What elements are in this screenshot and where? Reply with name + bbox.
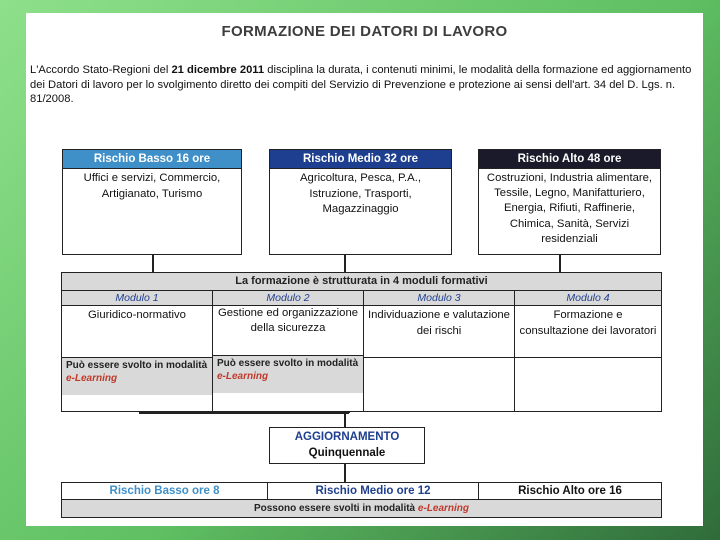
module-1 — [62, 291, 213, 411]
module-label: Modulo 3 — [364, 291, 514, 306]
risk-header: Rischio Alto 48 ore — [479, 150, 660, 169]
intro-paragraph — [30, 63, 698, 107]
module-label: Modulo 4 — [515, 291, 661, 306]
aggiornamento-box — [269, 427, 425, 464]
connector-line — [152, 253, 154, 274]
page-title: FORMAZIONE DEI DATORI DI LAVORO — [221, 23, 508, 40]
module-elearning-note — [213, 356, 363, 393]
elearning-word: e-Learning — [66, 372, 118, 384]
module-text: Gestione ed organizzazione della sicurezza — [213, 306, 363, 356]
modules-row — [62, 291, 661, 411]
connector-line — [559, 253, 561, 274]
elearning-text: Può essere svolto in modalità — [66, 360, 208, 371]
slide — [26, 13, 703, 526]
module-3 — [364, 291, 515, 411]
module-label: Modulo 1 — [62, 291, 212, 306]
update-risk-medium: Rischio Medio ore 12 — [268, 483, 479, 499]
modules-box — [61, 272, 662, 412]
module-text: Individuazione e valutazione dei rischi — [364, 306, 514, 358]
footer-elearning-word: e-Learning — [417, 503, 470, 514]
module-text: Formazione e consultazione dei lavoratori — [515, 306, 661, 358]
connector-line — [344, 463, 346, 482]
risk-header: Rischio Medio 32 ore — [270, 150, 451, 169]
elearning-word: e-Learning — [217, 370, 269, 382]
connector-line — [344, 253, 346, 274]
update-elearning-note — [62, 500, 661, 517]
risk-sectors: Uffici e servizi, Commercio, Artigianato, Turismo — [83, 172, 221, 200]
risk-sectors: Costruzioni, Industria alimentare, Tessile, Legno, Manifatturiero, Energia, Rifiuti, Raffinerie, Chimica, Sanità, Servizi residenziali — [486, 172, 653, 245]
risk-header: Rischio Basso 16 ore — [63, 150, 241, 169]
connector-line — [139, 412, 349, 414]
module-2 — [213, 291, 364, 411]
module-4 — [515, 291, 661, 411]
module-text: Giuridico-normativo — [62, 306, 212, 358]
update-box — [61, 482, 662, 518]
update-risk-low: Rischio Basso ore 8 — [62, 483, 268, 499]
connector-line — [344, 413, 346, 427]
module-empty-cell — [515, 358, 661, 391]
aggiornamento-title: AGGIORNAMENTO — [294, 431, 400, 443]
module-empty-cell — [364, 358, 514, 391]
footer-text: Possono essere svolti in modalità — [253, 503, 418, 514]
update-risk-high: Rischio Alto ore 16 — [518, 485, 622, 497]
risk-box-low — [62, 149, 242, 255]
aggiornamento-subtitle: Quinquennale — [308, 447, 386, 459]
module-label: Modulo 2 — [213, 291, 363, 306]
module-elearning-note — [62, 358, 212, 395]
risk-box-medium — [269, 149, 452, 255]
modules-header: La formazione è strutturata in 4 moduli formativi — [62, 273, 661, 291]
risk-sectors: Agricoltura, Pesca, P.A., Istruzione, Trasporti, Magazzinaggio — [300, 172, 421, 215]
elearning-text: Può essere svolto in modalità — [217, 358, 359, 369]
intro-text-2: disciplina la durata, i contenuti minimi, le modalità della formazione ed aggiornamento dei Datori di lavoro per lo svolgimento diretto dei compiti del Servizio di Prevenzione e protezione ai sensi dell'art. 34 del D. Lgs. n. 81/2008. — [30, 64, 692, 106]
update-row — [62, 483, 661, 500]
intro-date: 21 dicembre 2011 — [171, 64, 265, 76]
risk-box-high — [478, 149, 661, 255]
intro-text-1: L'Accordo Stato-Regioni del — [30, 64, 172, 76]
